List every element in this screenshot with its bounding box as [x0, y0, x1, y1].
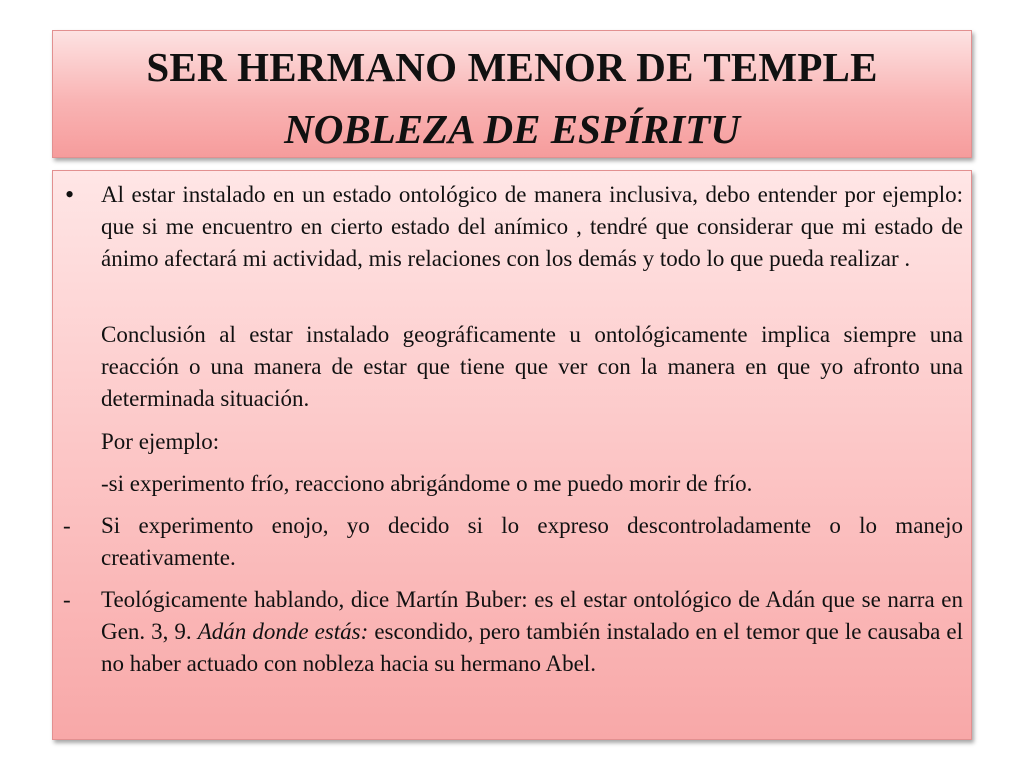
- dash-marker: -: [63, 587, 71, 612]
- paragraph-example-label: Por ejemplo:: [101, 429, 220, 454]
- dash-marker: -: [63, 513, 71, 538]
- slide-body-box: [52, 170, 972, 740]
- theology-text-start: Teológicamente hablando, dice Martín Buber: es el estar ontológico de Adán que se narra en Gen. 3, 9.: [101, 587, 963, 644]
- slide-title-box: [52, 30, 972, 158]
- paragraph-conclusion: Conclusión al estar instalado geográficamente u ontológicamente implica siempre una reacción o una manera de estar que tiene que ver con la manera en que yo afronto una determinada situación.: [101, 322, 963, 411]
- paragraph-intro: Al estar instalado en un estado ontológico de manera inclusiva, debo entender por ejemplo: que si me encuentro en cierto estado del anímico , tendré que considerar que mi estado de ánimo afectará mi actividad, mis relaciones con los demás y todo lo que pueda realizar .: [101, 182, 963, 271]
- theology-quote: Adán donde estás:: [197, 619, 369, 644]
- paragraph-example-anger: Si experimento enojo, yo decido si lo expreso descontroladamente o lo manejo creativamente.: [101, 513, 963, 570]
- paragraph-theology: [101, 584, 963, 680]
- theology-text-end: escondido, pero también instalado en el temor que le causaba el no haber actuado con nobleza hacia su hermano Abel.: [101, 619, 963, 676]
- bullet-marker: •: [65, 180, 75, 209]
- paragraph-example-cold: -si experimento frío, reacciono abrigándome o me puedo morir de frío.: [101, 471, 753, 496]
- slide-subtitle: NOBLEZA DE ESPÍRITU: [284, 106, 740, 152]
- slide-title: SER HERMANO MENOR DE TEMPLE: [146, 44, 878, 90]
